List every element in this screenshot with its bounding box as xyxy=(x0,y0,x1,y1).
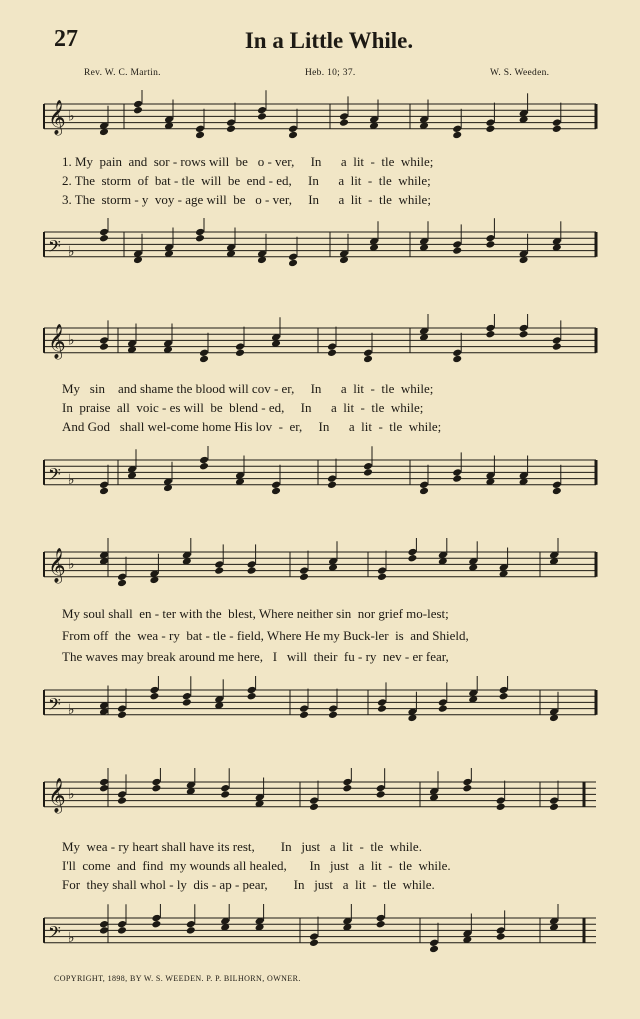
svg-text:♭: ♭ xyxy=(68,243,75,260)
system-3-verse-2: From off the wea - ry bat - tle - field, Where He my Buck-ler is and Shield, xyxy=(62,628,469,643)
system-1-treble-staff xyxy=(0,90,640,146)
system-1-verse-2: 2. The storm of bat - tle will be end - ed, In a lit - tle while; xyxy=(62,173,431,188)
system-3-verse-1: My soul shall en - ter with the blest, Where neither sin nor grief mo-lest; xyxy=(62,606,449,621)
system-2-verse-2: In praise all voic - es will be blend - ed, In a lit - tle while; xyxy=(62,400,424,415)
svg-text:𝄢: 𝄢 xyxy=(48,463,61,488)
system-1-bass-staff xyxy=(0,218,640,274)
system-1-verse-3: 3. The storm - y voy - age will be o - ver, In a lit - tle while; xyxy=(62,192,431,207)
svg-text:𝄢: 𝄢 xyxy=(48,235,61,260)
system-2-bass-staff xyxy=(0,446,640,502)
svg-text:♭: ♭ xyxy=(68,108,75,125)
hymn-title: In a Little While. xyxy=(244,28,414,53)
author-credit: Rev. W. C. Martin. xyxy=(84,68,161,78)
system-4-verse-2: I'll come and find my wounds all healed, In just a lit - tle while. xyxy=(62,858,451,873)
svg-text:𝄞: 𝄞 xyxy=(48,547,66,583)
system-4-verse-1: My wea - ry heart shall have its rest, In just a lit - tle while. xyxy=(62,839,422,854)
system-4-verse-3: For they shall whol - ly dis - ap - pear, In just a lit - tle while. xyxy=(62,877,435,892)
svg-text:𝄢: 𝄢 xyxy=(48,693,61,718)
svg-text:𝄞: 𝄞 xyxy=(48,323,66,359)
svg-text:𝄞: 𝄞 xyxy=(48,777,66,813)
svg-text:𝄞: 𝄞 xyxy=(48,99,66,135)
composer-credit: W. S. Weeden. xyxy=(490,68,550,78)
copyright-notice: COPYRIGHT, 1898, BY W. S. WEEDEN. P. P. BILHORN, OWNER. xyxy=(54,974,301,983)
system-2-treble-staff xyxy=(0,314,640,370)
system-3-bass-staff xyxy=(0,676,640,732)
svg-text:♭: ♭ xyxy=(68,929,75,946)
svg-text:♭: ♭ xyxy=(68,786,75,803)
svg-text:𝄢: 𝄢 xyxy=(48,921,61,946)
system-3-verse-3: The waves may break around me here, I will their fu - ry nev - er fear, xyxy=(62,649,449,664)
system-3-treble-staff xyxy=(0,538,640,594)
system-2-verse-1: My sin and shame the blood will cov - er, In a lit - tle while; xyxy=(62,381,434,396)
system-4-bass-staff xyxy=(0,904,640,964)
svg-text:♭: ♭ xyxy=(68,556,75,573)
system-2-verse-3: And God shall wel-come home His lov - er, In a lit - tle while; xyxy=(62,419,442,434)
system-1-verse-1: 1. My pain and sor - rows will be o - ver, In a lit - tle while; xyxy=(62,154,434,169)
svg-text:♭: ♭ xyxy=(68,471,75,488)
svg-text:♭: ♭ xyxy=(68,332,75,349)
svg-text:♭: ♭ xyxy=(68,701,75,718)
scripture-reference: Heb. 10; 37. xyxy=(305,68,356,78)
hymn-number: 27 xyxy=(54,26,78,52)
system-4-treble-staff xyxy=(0,768,640,828)
